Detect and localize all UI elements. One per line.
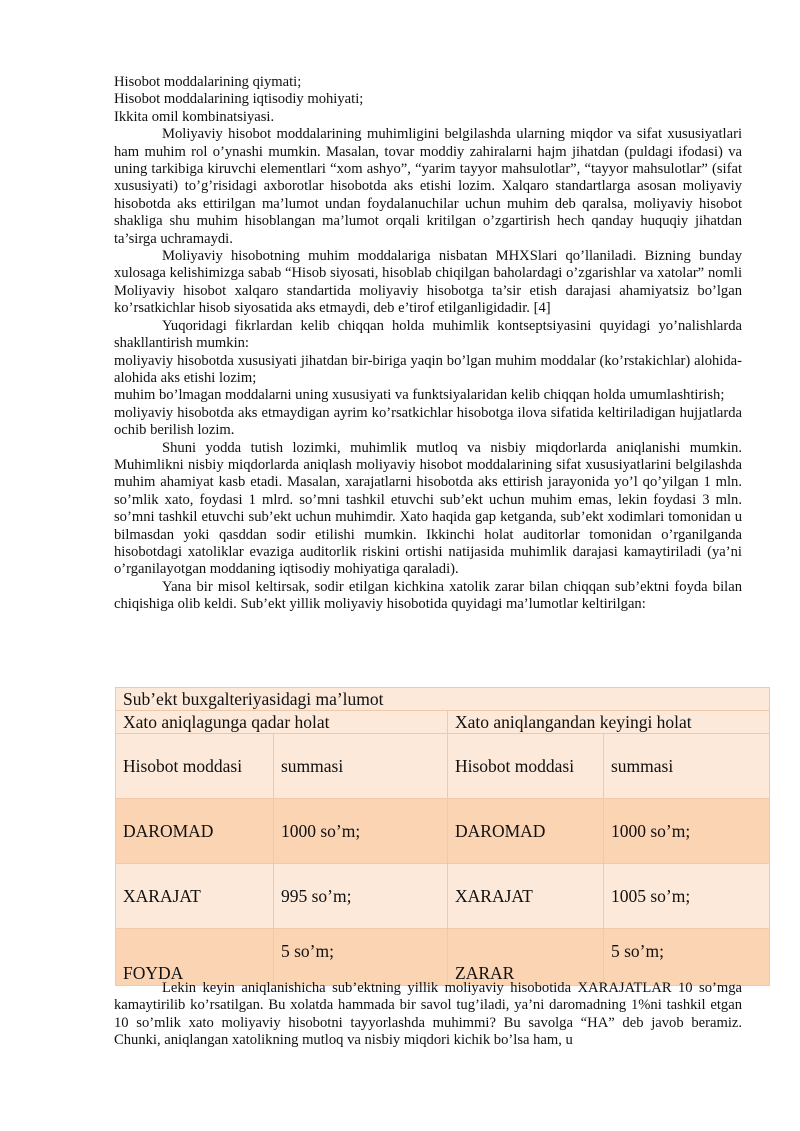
list-item: moliyaviy hisobotda xususiyati jihatdan bir-biriga yaqin bo’lgan muhim moddalar (ko’rstakichlar) alohida-alohida aks etishi lozim;	[114, 352, 742, 386]
item-after: ZARAR	[448, 929, 604, 986]
intro-line: Ikkita omil kombinatsiyasi.	[114, 108, 275, 125]
item-before: FOYDA	[116, 929, 274, 986]
paragraph: Moliyaviy hisobot moddalarining muhimligini belgilashda ularning miqdor va sifat xususiyatlari ham muhim rol o’ynashi mumkin. Masalan, tovar moddiy zahiralarni hajm jihatdan (puldagi ifodasi) va uning tarkibiga kiruvchi elementlari “xom ashyo”, “yarim tayyor mahsulotlar”, “tayyor mahsulotlar” (sifat xususiyati) to’g’risidagi axborotlar hisobotda aks etishi lozim. Xalqaro standartlarga asosan moliyaviy hisobotda aks ettirilgan ma’lumot undan foydalanuchilar uchun muhim deb qaralsa, moliyaviy hisobot shakliga shu muhim hisoblangan ma’lumot orqali kritilgan o’zgartirish hech qanday huquqiy jihatdan ta’sirga uchramaydi.	[114, 126, 742, 247]
before-label: Xato aniqlagunga qadar holat	[116, 711, 448, 734]
document-body	[114, 74, 742, 614]
list-item: muhim bo’lmagan moddalarni uning xususiyati va funktsiyalaridan kelib chiqqan holda umumlashtirish;	[114, 387, 725, 404]
col-header-sum: summasi	[604, 734, 770, 799]
sum-after: 1000 so’m;	[604, 799, 770, 864]
closing-section	[114, 980, 742, 1050]
col-header-sum: summasi	[274, 734, 448, 799]
paragraph: Moliyaviy hisobotning muhim moddalariga nisbatan MHXSlari qo’llaniladi. Bizning bunday xulosaga kelishimizga sabab “Hisob siyosati, hisoblab chiqilgan baholardagi o’zgarishlar va xatolar” nomli Moliyaviy hisobot xalqaro standartida moliyaviy hisobotga ta’sir etish darajasi ahamiyatsiz bo’lgan ko’rsatkichlar hisob siyosatida aks etmaydi, deb e’tirof etilganligidadir. [4]	[114, 248, 742, 317]
paragraph: Shuni yodda tutish lozimki, muhimlik mutloq va nisbiy miqdorlarda aniqlanishi mumkin. Muhimlikni nisbiy miqdorlarda aniqlash moliyaviy hisobot moddalarining sifat xususiyatlarini belgilashda muhim ahamiyat kasb etadi. Masalan, xarajatlarni hisobotda aks ettirish jarayonida yo’l qo’yilgan 1 mln. so’mlik xato, foydasi 1 mlrd. so’mni tashkil etuvchi sub’ekt uchun muhim emas, lekin foydasi 3 mln. so’mni tashkil etuvchi sub’ekt uchun muhimdir. Xato haqida gap ketganda, sub’ekt xodimlari tomonidan u bilmasdan yoki qasddan sodir etilishi mumkin. Ikkinchi holat auditorlar tomonidan o’rganilganda hisobotdagi xatoliklar evaziga auditorlik riskini ortishi natijasida muhimlik darajasi kamaytiriladi (ya’ni o’rganilayotgan moddaning iqtisodiy mohiyatiga qaraladi).	[114, 439, 742, 578]
item-after: XARAJAT	[448, 864, 604, 929]
paragraph: Yana bir misol keltirsak, sodir etilgan kichkina xatolik zarar bilan chiqqan sub’ektni foyda bilan chiqishiga olib keldi. Sub’ekt yillik moliyaviy hisobotida quyidagi ma’lumotlar keltirilgan:	[114, 578, 742, 613]
col-header-item: Hisobot moddasi	[116, 734, 274, 799]
paragraph: Yuqoridagi fikrlardan kelib chiqqan holda muhimlik kontseptsiyasini quyidagi yo’nalishlarda shakllantirish mumkin:	[114, 317, 742, 352]
sum-before: 995 so’m;	[274, 864, 448, 929]
table-title: Sub’ekt buxgalteriyasidagi ma’lumot	[116, 688, 770, 711]
financial-table	[115, 687, 770, 986]
list-item: moliyaviy hisobotda aks etmaydigan ayrim ko’rsatkichlar hisobotga ilova sifatida keltiriladigan hujjatlarda ochib berilish lozim.	[114, 404, 742, 439]
item-after: DAROMAD	[448, 799, 604, 864]
sum-before: 5 so’m;	[274, 929, 448, 986]
sum-before: 1000 so’m;	[274, 799, 448, 864]
after-label: Xato aniqlangandan keyingi holat	[448, 711, 770, 734]
sum-after: 1005 so’m;	[604, 864, 770, 929]
item-before: DAROMAD	[116, 799, 274, 864]
intro-line: Hisobot moddalarining iqtisodiy mohiyati;	[114, 91, 364, 108]
col-header-item: Hisobot moddasi	[448, 734, 604, 799]
table-row	[116, 864, 770, 929]
sum-after: 5 so’m;	[604, 929, 770, 986]
item-before: XARAJAT	[116, 864, 274, 929]
paragraph: Lekin keyin aniqlanishicha sub’ektning yillik moliyaviy hisobotida XARAJATLAR 10 so’mga kamaytirilib ko’rsatilgan. Bu xolatda hammada bir savol tug’iladi, ya’ni daromadning 1%ni tashkil etgan 10 so’mlik xato moliyaviy hisobotni tayyorlashda muhimmi? Bu savolga “HA” deb javob beramiz. Chunki, aniqlangan xatolikning mutloq va nisbiy miqdori kichik bo’lsa ham, u	[114, 980, 742, 1049]
table-row	[116, 799, 770, 864]
table-row	[116, 929, 770, 986]
intro-line: Hisobot moddalarining qiymati;	[114, 74, 302, 90]
